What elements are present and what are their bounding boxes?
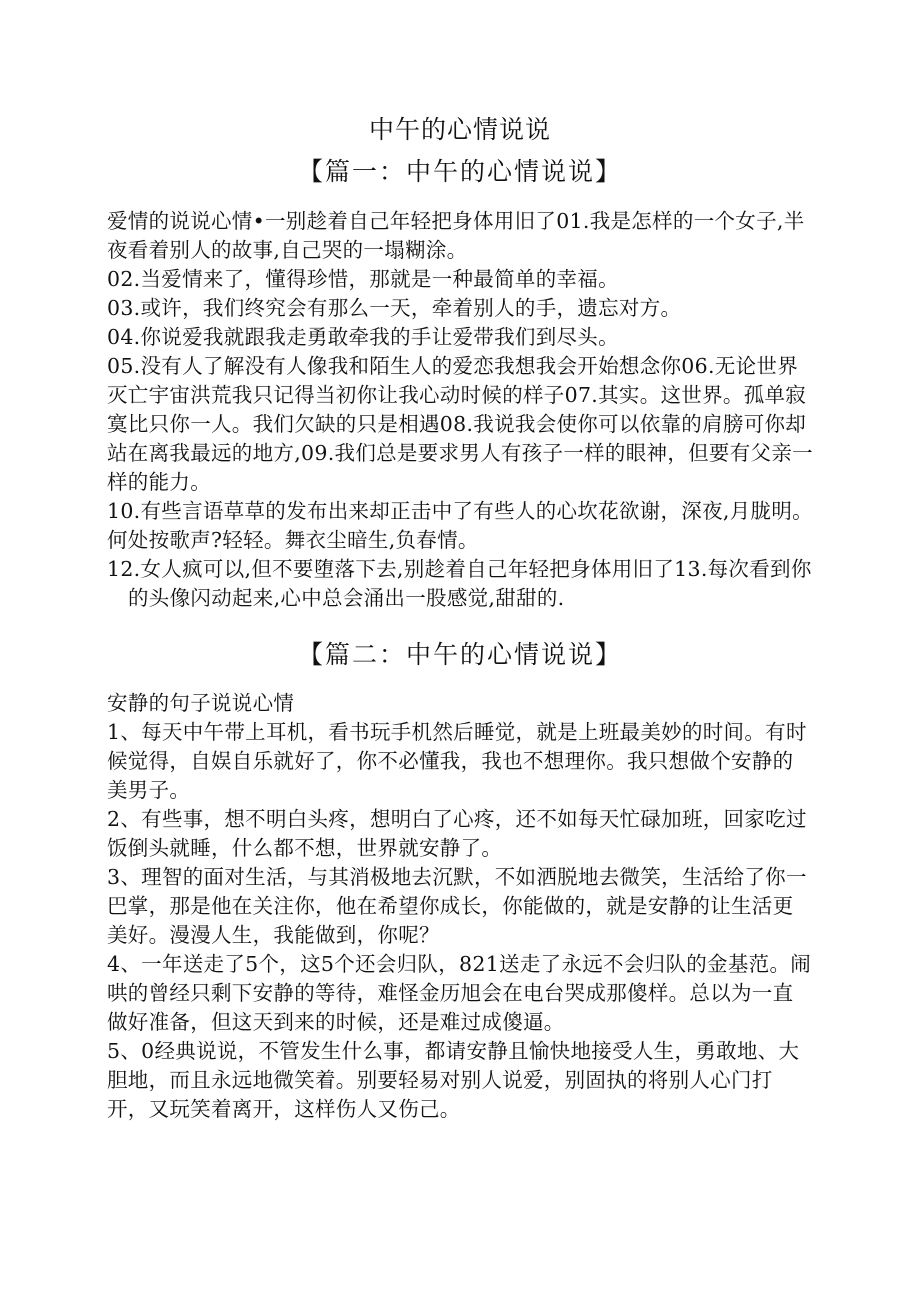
paragraph: 04.你说爱我就跟我走勇敢牵我的手让爱带我们到尽头。 bbox=[107, 325, 619, 349]
paragraph: 1、每天中午带上耳机，看书玩手机然后睡觉，就是上班最美妙的时间。有时候觉得，自娱自乐就好了，你不必懂我，我也不想理你。我只想做个安静的美男子。 bbox=[107, 720, 807, 802]
paragraph: 12.女人疯可以,但不要堕落下去,别趁着自己年轻把身体用旧了13.每次看到你的头像闪动起来,心中总会涌出一股感觉,甜甜的. bbox=[107, 557, 812, 610]
paragraph: 2、有些事，想不明白头疼，想明白了心疼，还不如每天忙碌加班，回家吃过饭倒头就睡，什么都不想，世界就安静了。 bbox=[107, 807, 807, 860]
paragraph: 爱情的说说心情•一别趁着自己年轻把身体用旧了01.我是怎样的一个女子,半夜看着别人的故事,自己哭的一塌糊涂。 bbox=[107, 209, 805, 262]
paragraph: 4、一年送走了5个，这5个还会归队，821送走了永远不会归队的金基范。闹哄的曾经只剩下安静的等待，难怪金历旭会在电台哭成那傻样。总以为一直做好准备，但这天到来的时候，还是难过成傻逼。 bbox=[107, 952, 812, 1034]
paragraph: 5、0经典说说，不管发生什么事，都请安静且愉快地接受人生，勇敢地、大胆地，而且永远地微笑着。别要轻易对别人说爱，别固执的将别人心门打开，又玩笑着离开，这样伤人又伤己。 bbox=[107, 1039, 800, 1121]
paragraph: 3、理智的面对生活，与其消极地去沉默，不如洒脱地去微笑，生活给了你一巴掌，那是他在关注你，他在希望你成长，你能做的，就是安静的让生活更美好。漫漫人生，我能做到，你呢？ bbox=[107, 865, 807, 947]
section-2-body bbox=[107, 689, 813, 1124]
document-title: 中午的心情说说 bbox=[368, 115, 551, 144]
paragraph: 03.或许，我们终究会有那么一天，牵着别人的手，遗忘对方。 bbox=[107, 296, 682, 320]
paragraph: 安静的句子说说心情 bbox=[107, 691, 295, 715]
section-2-heading: 【篇二：中午的心情说说】 bbox=[297, 640, 622, 669]
paragraph: 10.有些言语草草的发布出来却正击中了有些人的心坎花欲谢，深夜,月胧明。何处按歌声?轻轻。舞衣尘暗生,负春情。 bbox=[107, 499, 813, 552]
paragraph: 05.没有人了解没有人像我和陌生人的爱恋我想我会开始想念你06.无论世界灭亡宇宙洪荒我只记得当初你让我心动时候的样子07.其实。这世界。孤单寂寞比只你一人。我们欠缺的只是相遇08.我说我会使你可以依靠的肩膀可你却站在离我最远的地方,09.我们总是要求男人有孩子一样的眼神，但要有父亲一样的能力。 bbox=[107, 354, 813, 494]
section-1-heading: 【篇一：中午的心情说说】 bbox=[297, 157, 622, 186]
paragraph: 02.当爱情来了，懂得珍惜，那就是一种最简单的幸福。 bbox=[107, 267, 619, 291]
section-1-body bbox=[107, 207, 813, 613]
